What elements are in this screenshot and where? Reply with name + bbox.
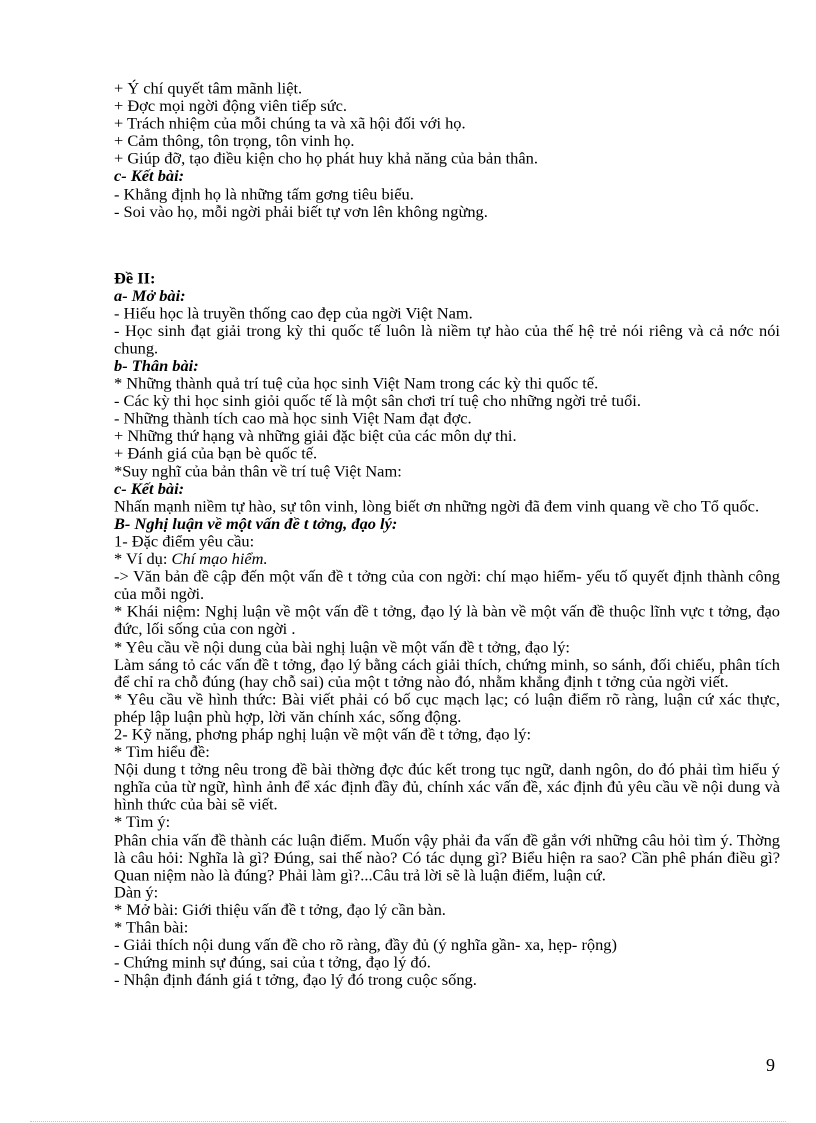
text-line: - Chứng minh sự đúng, sai của t tởng, đạo lý đó. (114, 953, 431, 972)
text-line: 1- Đặc điểm yêu cầu: (114, 531, 255, 551)
text-line: - Nhận định đánh giá t tởng, đạo lý đó trong cuộc sống. (114, 970, 477, 990)
paragraph: Phân chia vấn đề thành các luận điểm. Muốn vậy phải đa vấn đề gắn với những câu hỏi tìm ý. Thờng là câu hỏi: Nghĩa là gì? Đúng, sai thế nào? Có tác dụng gì? Biểu hiện ra sao? Cần phê phán điều gì? Quan niệm nào là đúng? Phải làm gì?...Câu trả lời sẽ là luận điểm, luận cứ. (114, 830, 780, 884)
text-line: + Ý chí quyết tâm mãnh liệt. (114, 79, 303, 98)
paragraph: Nội dung t tởng nêu trong đề bài thờng đợc đúc kết trong tục ngữ, danh ngôn, do đó phải tìm hiểu ý nghĩa của từ ngữ, hình ảnh để xác định đầy đủ, chính xác vấn đề, xác định đủ yêu cầu về nội dung và hình thức của bài sẽ viết. (114, 760, 780, 814)
text-line: *Suy nghĩ của bản thân về trí tuệ Việt Nam: (114, 461, 402, 481)
text-line: * Mở bài: Giới thiệu vấn đề t tởng, đạo lý cần bàn. (114, 900, 446, 919)
paragraph: * Yêu cầu về hình thức: Bài viết phải có bố cục mạch lạc; có luận điểm rõ ràng, luận cứ xác thực, phép lập luận phù hợp, lời văn chính xác, sống động. (114, 689, 780, 726)
document-body (114, 80, 780, 989)
text-line: * Những thành quả trí tuệ của học sinh Việt Nam trong các kỳ thi quốc tế. (114, 374, 599, 393)
text-line: * Yêu cầu về nội dung của bài nghị luận về một vấn đề t tởng, đạo lý: (114, 637, 570, 656)
text-line: + Cảm thông, tôn trọng, tôn vinh họ. (114, 131, 355, 151)
text-line: * Tìm hiểu đề: (114, 742, 210, 762)
text-line: - Soi vào họ, mỗi ngời phải biết tự vơn lên không ngừng. (114, 201, 488, 221)
paragraph: * Khái niệm: Nghị luận về một vấn đề t tởng, đạo lý là bàn về một vấn đề thuộc lĩnh vực t tởng, đạo đức, lối sống của con ngời . (114, 602, 780, 639)
text-line: + Những thứ hạng và những giải đặc biệt của các môn dự thi. (114, 426, 517, 446)
page-number: 9 (766, 1055, 775, 1075)
text-line: + Đợc mọi ngời động viên tiếp sức. (114, 96, 348, 116)
text-line: - Khẳng định họ là những tấm gơng tiêu biểu. (114, 184, 414, 203)
paragraph: Nhấn mạnh niềm tự hào, sự tôn vinh, lòng biết ơn những ngời đã đem vinh quang về cho Tổ quốc. (114, 496, 760, 516)
text-line: + Giúp đỡ, tạo điều kiện cho họ phát huy khả năng của bản thân. (114, 149, 538, 168)
example-title: Chí mạo hiểm. (171, 549, 268, 568)
text-line: + Đánh giá của bạn bè quốc tế. (114, 444, 318, 463)
example-label: * Ví dụ: (114, 549, 172, 568)
text-line: - Các kỳ thi học sinh giỏi quốc tế là một sân chơi trí tuệ cho những ngời trẻ tuổi. (114, 391, 641, 410)
paragraph: -> Văn bản đề cập đến một vấn đề t tởng của con ngời: chí mạo hiểm- yếu tố quyết định thành công của mỗi ngời. (114, 567, 780, 604)
text-line: * Thân bài: (114, 918, 189, 937)
section-heading: Đề II: (114, 268, 156, 288)
footer-divider (30, 1121, 786, 1122)
subsection-heading: a- Mở bài: (114, 286, 186, 305)
text-line: + Trách nhiệm của mỗi chúng ta và xã hội đối với họ. (114, 114, 466, 133)
subsection-heading: c- Kết bài: (114, 479, 185, 498)
subsection-heading: B- Nghị luận về một vấn đề t tởng, đạo lý: (114, 514, 398, 533)
text-line: - Những thành tích cao mà học sinh Việt Nam đạt đợc. (114, 409, 472, 428)
text-line: 2- Kỹ năng, phơng pháp nghị luận về một vấn đề t tởng, đạo lý: (114, 725, 532, 744)
text-line: * Tìm ý: (114, 812, 171, 832)
text-line: - Hiếu học là truyền thống cao đẹp của ngời Việt Nam. (114, 303, 473, 323)
text-line: Dàn ý: (114, 882, 159, 902)
subsection-heading: c- Kết bài: (114, 166, 185, 186)
blank-line (114, 236, 780, 253)
subsection-heading: b- Thân bài: (114, 356, 199, 375)
paragraph: Làm sáng tỏ các vấn đề t tởng, đạo lý bằng cách giải thích, chứng minh, so sánh, đối chiếu, phân tích để chỉ ra chỗ đúng (hay chỗ sai) của một t tởng nào đó, nhằm khẳng định t tởng của ngời viết. (114, 654, 780, 691)
paragraph: - Học sinh đạt giải trong kỳ thi quốc tế luôn là niềm tự hào của thế hệ trẻ nói riêng và cả nớc nói chung. (114, 321, 780, 358)
text-line: - Giải thích nội dung vấn đề cho rõ ràng, đầy đủ (ý nghĩa gần- xa, hẹp- rộng) (114, 935, 617, 955)
text-line (114, 550, 780, 568)
